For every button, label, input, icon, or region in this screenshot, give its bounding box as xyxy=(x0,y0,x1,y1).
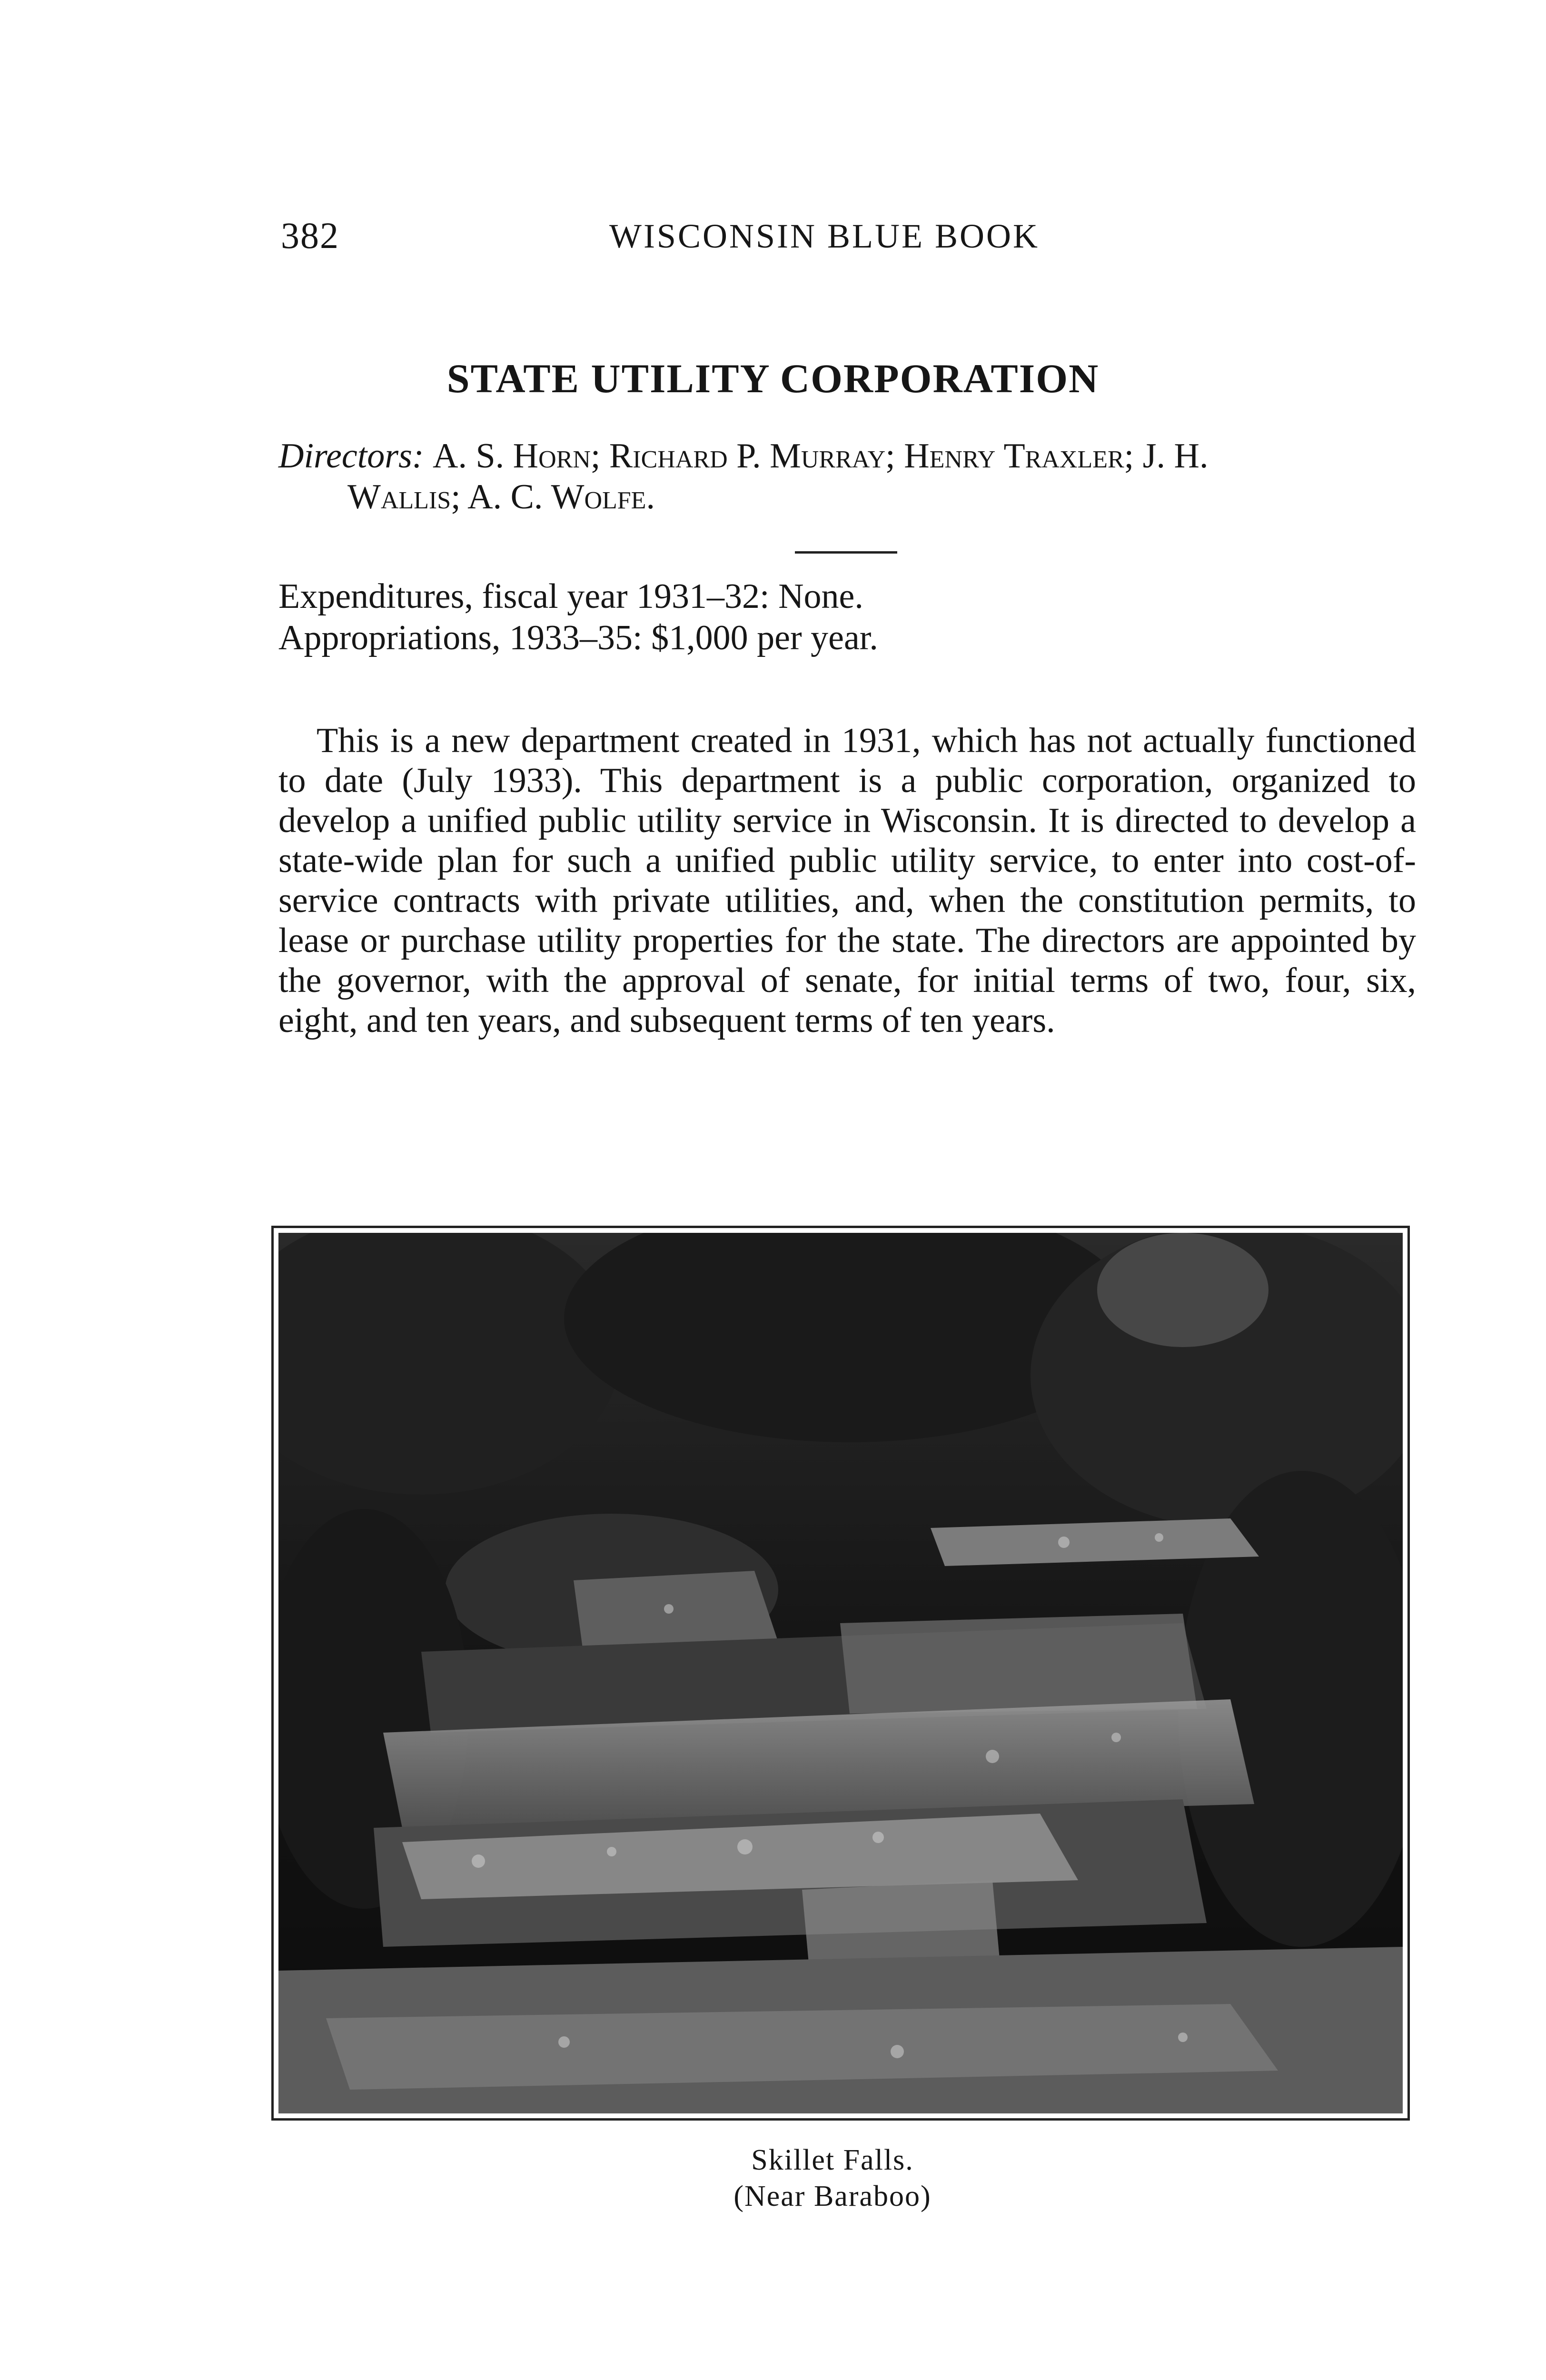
page-number: 382 xyxy=(281,215,339,256)
directors-names-1: A. S. Horn; Richard P. Murray; Henry Traxler; J. H. xyxy=(433,436,1209,476)
directors-line-2 xyxy=(278,476,1421,517)
appropriations-line: Appropriations, 1933–35: $1,000 per year. xyxy=(278,618,878,657)
body-paragraph: This is a new department created in 1931, which has not actually functioned to date (July 1933). This department is a public corporation, organized to develop a unified public utility service in Wisconsin. It is directed to develop a state-wide plan for such a unified public utility service, to enter into cost-of-service contracts with private utilities, and, when the constitution permits, to lease or purchase utility properties for the state. The directors are appointed by the governor, with the approval of senate, for initial terms of two, four, six, eight, and ten years, and subsequent terms of ten years. xyxy=(278,721,1416,1040)
separator-rule xyxy=(795,551,897,554)
waterfall-photo xyxy=(271,1226,1410,2121)
waterfall-illustration xyxy=(278,1233,1403,2113)
directors-label: Directors: xyxy=(278,436,424,476)
directors-names-2: Wallis; A. C. Wolfe. xyxy=(347,477,655,516)
caption-title: Skillet Falls. xyxy=(751,2144,914,2176)
photo-caption xyxy=(0,2142,1546,2214)
directors-block xyxy=(278,436,1421,517)
expenditures-line: Expenditures, fiscal year 1931–32: None. xyxy=(278,577,863,616)
directors-line-1 xyxy=(278,436,1421,476)
section-title: STATE UTILITY CORPORATION xyxy=(446,356,1100,401)
running-head: WISCONSIN BLUE BOOK xyxy=(609,217,1040,255)
caption-subtitle: (Near Baraboo) xyxy=(733,2180,932,2212)
finances-block xyxy=(278,576,878,659)
